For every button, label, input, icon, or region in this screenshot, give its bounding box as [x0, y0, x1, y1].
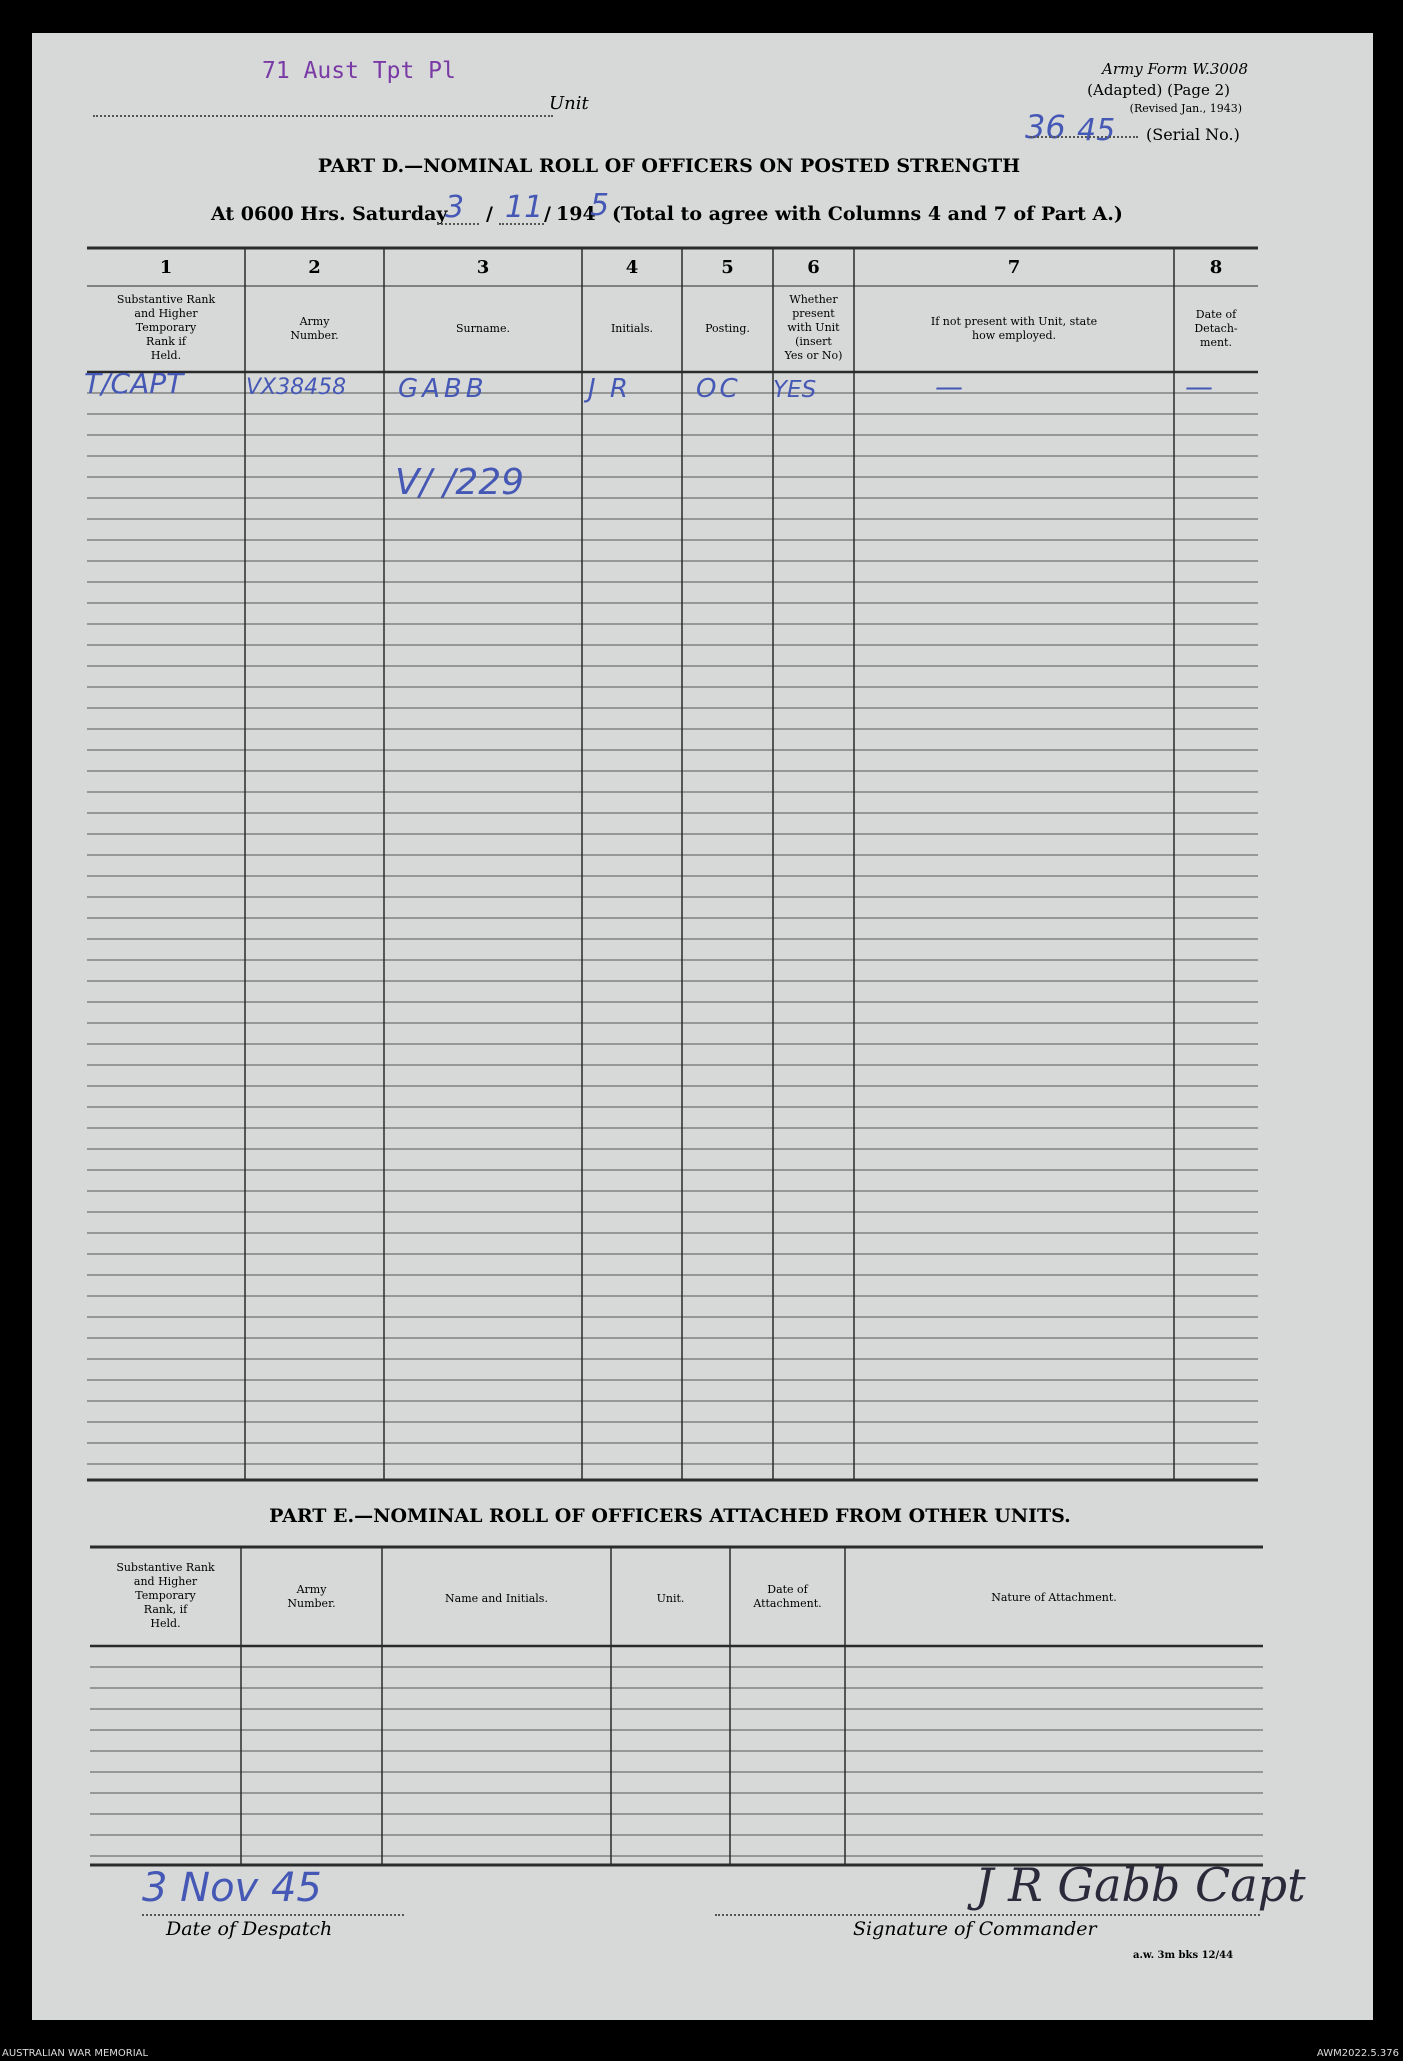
despatch-label: Date of Despatch: [166, 1918, 333, 1940]
archive-accession: AWM2022.5.376: [1316, 2048, 1399, 2059]
print-code: a.w. 3m bks 12/44: [1133, 1950, 1234, 1961]
col-number-1: 1: [159, 257, 173, 278]
e-header-nature: Nature of Attachment.: [991, 1591, 1117, 1604]
form-adapted: (Adapted) (Page 2): [1087, 81, 1230, 99]
form-name: Army Form W.3008: [1102, 60, 1248, 78]
year-digit: 5: [590, 188, 610, 223]
unit-stamp: 71 Aust Tpt Pl: [262, 58, 456, 84]
entry-surname: GABB: [398, 374, 488, 404]
check-annotation: V/ /229: [395, 462, 525, 503]
form-revised: (Revised Jan., 1943): [1129, 102, 1242, 115]
muster-time-label: At 0600 Hrs. Saturday: [211, 203, 448, 225]
entry-initials: J R: [588, 374, 631, 404]
muster-day: 3: [445, 190, 465, 225]
col-number-4: 4: [625, 257, 639, 278]
col-header-rank: Substantive Rank and Higher Temporary Rank if Held.: [116, 293, 216, 362]
part-e-title: PART E.—NOMINAL ROLL OF OFFICERS ATTACHED FROM OTHER UNITS.: [269, 1505, 1071, 1527]
despatch-line: [142, 1914, 404, 1916]
col-header-posting: Posting.: [705, 322, 750, 335]
e-header-army-number: Army Number.: [287, 1583, 336, 1610]
total-note: (Total to agree with Columns 4 and 7 of Part A.): [612, 203, 1123, 225]
entry-employed: —: [935, 370, 963, 403]
muster-month: 11: [505, 190, 544, 225]
serial-number-b: 45: [1077, 113, 1116, 148]
e-header-name: Name and Initials.: [445, 1592, 548, 1605]
col-number-5: 5: [721, 257, 734, 278]
col-header-initials: Initials.: [610, 322, 654, 335]
col-header-detachment: Date of Detach- ment.: [1194, 308, 1238, 349]
entry-rank: T/CAPT: [84, 367, 184, 400]
entry-present: YES: [773, 377, 817, 403]
col-number-7: 7: [1007, 257, 1021, 278]
col-header-present: Whether present with Unit (insert Yes or No): [784, 293, 843, 362]
serial-number-a: 36: [1025, 108, 1066, 146]
col-number-2: 2: [308, 257, 321, 278]
col-number-3: 3: [476, 257, 490, 278]
col-number-8: 8: [1209, 257, 1223, 278]
part-d-title: PART D.—NOMINAL ROLL OF OFFICERS ON POSTED STRENGTH: [317, 155, 1021, 177]
signature-line: [715, 1914, 1260, 1916]
e-header-attachment-date: Date of Attachment.: [753, 1583, 822, 1610]
year-prefix: 194: [556, 203, 596, 225]
col-header-employed: If not present with Unit, state how employed.: [930, 315, 1098, 342]
unit-label: Unit: [549, 93, 589, 114]
col-header-army-number: Army Number.: [290, 315, 339, 342]
e-header-rank: Substantive Rank and Higher Temporary Rank, if Held.: [116, 1561, 215, 1630]
entry-army-number: VX38458: [246, 375, 347, 400]
despatch-date: 3 Nov 45: [142, 1865, 322, 1911]
signature-label: Signature of Commander: [853, 1918, 1097, 1940]
e-header-unit: Unit.: [656, 1592, 685, 1605]
col-header-surname: Surname.: [456, 322, 510, 335]
archive-institution: AUSTRALIAN WAR MEMORIAL: [2, 2048, 149, 2059]
col-number-6: 6: [807, 257, 820, 278]
serial-label: (Serial No.): [1146, 125, 1240, 144]
entry-posting: OC: [696, 374, 741, 404]
entry-detachment: —: [1185, 370, 1213, 403]
commander-signature: J R Gabb Capt: [975, 1858, 1306, 1912]
